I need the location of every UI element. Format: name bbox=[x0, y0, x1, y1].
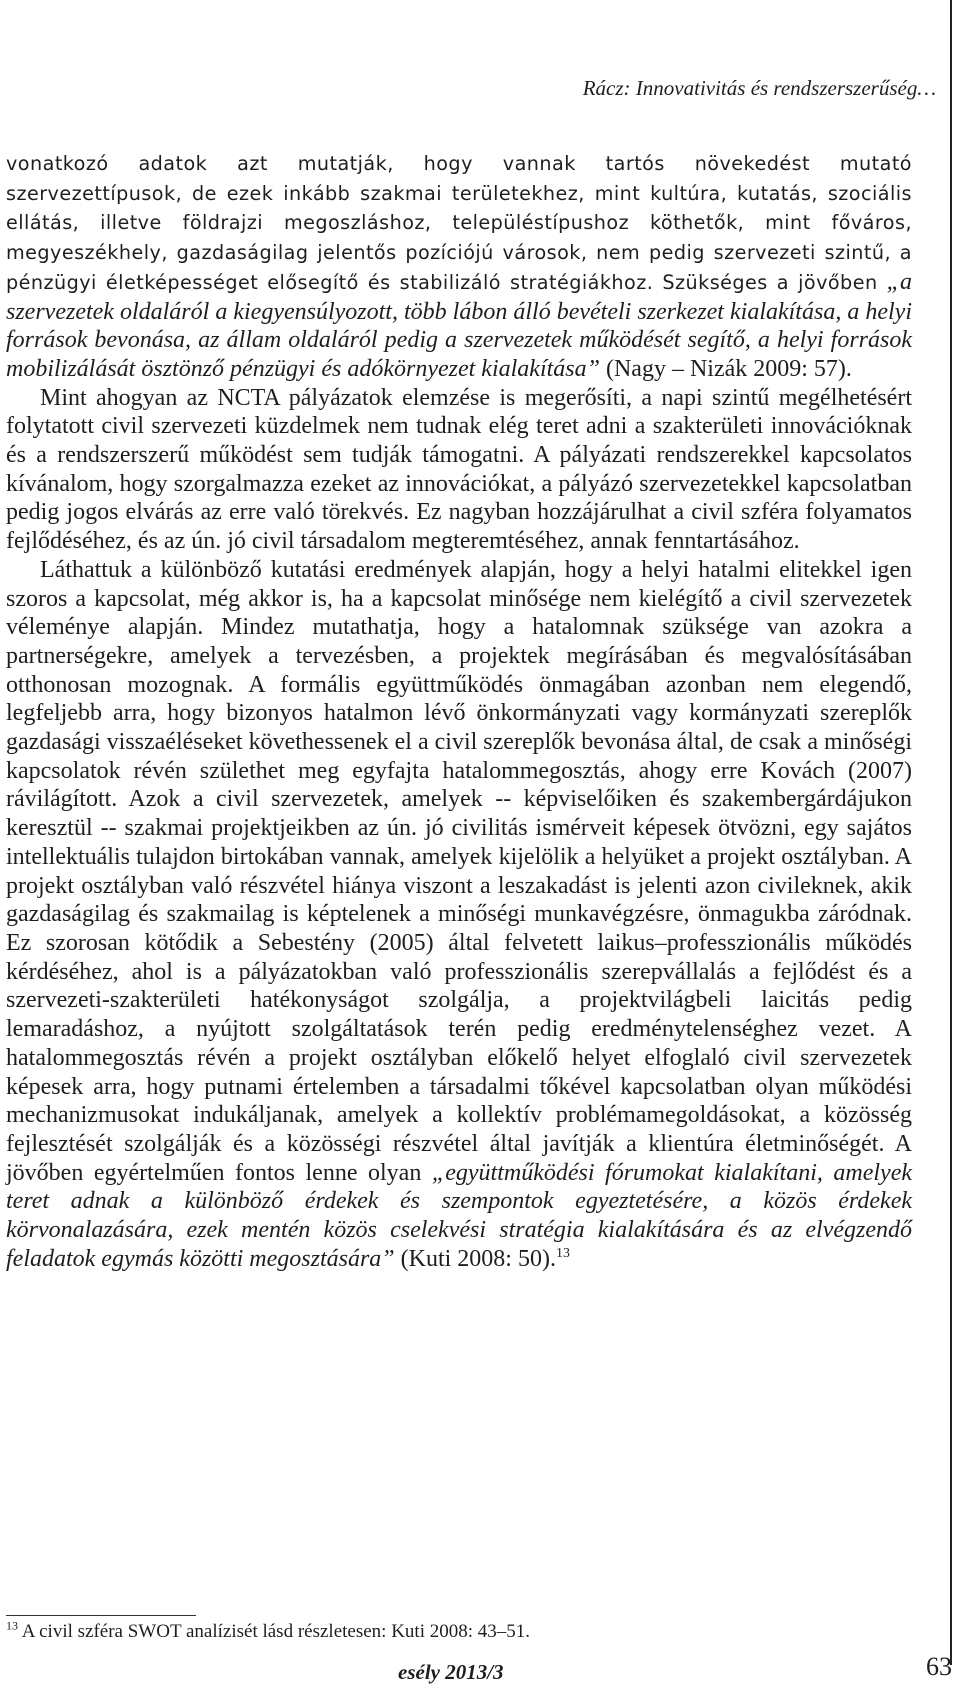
footnote-number: 13 bbox=[6, 1618, 18, 1633]
page-number: 63 bbox=[926, 1652, 952, 1681]
paragraph-3-text: Láthattuk a különböző kutatási eredmények alapján, hogy a helyi hatalmi elitekkel igen szoros a kapcsolat, még akkor is, ha a kapcsolat minősége nem kielégítő a civil szervezetek véleménye alapján. Mindez mutathatja, hogy a hatalomnak szüksége van azokra a partnerségekre, amelyek a tervezésben, a projektek megírásában és megvalósításában otthonosan mozognak. A formális együttműködés önmagában azonban nem elegendő, legfeljebb arra, hogy bizonyos hatalmon lévő önkormányzati vagy kormányzati szereplők gazdasági visszaéléseket követhessenek el a civil szereplők bevonása által, de csak a minőségi kapcsolatok révén születhet meg egyfajta hatalommegosztás, ahogy erre Kovách (2007) rávilágított. Azok a civil szervezetek, amelyek -- képviselőiken és szakembergárdájukon keresztül -- szakmai projektjeikben az ún. jó civilitás ismérveit képesek ötvözni, egy sajátos intellektuális tulajdon birtokában vannak, amelyek kijelölik a helyüket a projekt osztályban. A projekt osztályban való részvétel hiánya viszont a leszakadást is jelenti azon civileknek, akik gazdaságilag és szakmailag is képtelenek a minőségi munkavégzésre, önmagukba záródnak. Ez szorosan kötődik a Sebestény (2005) által felvetett laikus–professzionális működés kérdéséhez, ahol is a pályázatokban való professzionális szerepvállalás a fejlődést és a szervezeti-szakterületi hatékonyságot szolgálja, a projektvilágbeli laicitás pedig lemaradáshoz, a nyújtott szolgáltatások terén pedig eredménytelenséghez vezet. A hatalommegosztás révén a projekt osztályban előkelő helyet elfoglaló civil szervezetek képesek arra, hogy putnami értelemben a társadalmi tőkével kapcsolatban olyan működési mechanizmusokat indukáljanak, amelyek a kollektív problémamegoldásokat, a közösség fejlesztését szolgálják és a közösségi részvétel által javítják a klientúra életminőségét. A jövőben egyértelműen fontos lenne olyan bbox=[6, 556, 912, 1186]
paragraph-1-sans-text: vonatkozó adatok azt mutatják, hogy vannak tartós növekedést mutató szervezettípusok, de ezek inkább szakmai területekhez, mint kultúra, kutatás, szociális ellátás, illetve földrajzi megoszláshoz, településtípushoz köthetők, mint főváros, megyeszékhely, gazdaságilag jelentős pozíciójú városok, nem pedig szervezeti szintű, a pénzügyi életképességet elősegítő és stabilizáló stratégiákhoz. Szükséges a jövőben bbox=[6, 152, 912, 294]
paragraph-1 bbox=[6, 149, 912, 384]
footnote bbox=[6, 1618, 530, 1643]
body-text bbox=[6, 149, 912, 1273]
footnote-text: A civil szféra SWOT analízisét lásd részletesen: Kuti 2008: 43–51. bbox=[18, 1621, 530, 1642]
paragraph-2: Mint ahogyan az NCTA pályázatok elemzése is megerősíti, a napi szintű megélhetésért folytatott civil szervezeti küzdelmek nem tudnak elég teret adni a szakterületi innovációknak és a rendszerszerű működést sem tudják támogatni. A pályázati rendszerekkel kapcsolatos kívánalom, hogy szorgalmazza ezeket az innovációkat, a pályázó szervezetekkel kapcsolatban pedig jogos elvárás az erre való törekvés. Ez nagyban hozzájárulhat a civil szféra folyamatos fejlődéséhez, és az ún. jó civil társadalom megteremtéséhez, annak fenntartásához. bbox=[6, 384, 912, 555]
footnote-reference[interactable]: 13 bbox=[555, 1245, 570, 1261]
citation-kuti: (Kuti 2008: 50). bbox=[394, 1245, 556, 1272]
margin-rule bbox=[950, 0, 952, 1665]
quote-kuti: „együttműködési fórumokat kialakítani, amelyek teret adnak a különböző érdekek és szempontok egyeztetésére, a közös érdekek körvonalazására, ezek mentén közös cselekvési stratégia kialakítására és az elvégzendő feladatok egymás közötti megosztására” bbox=[6, 1159, 913, 1272]
quote-nagy-nizak: „a szervezetek oldaláról a kiegyensúlyozott, több lábon álló bevételi szerkezet kialakítása, a helyi források bevonása, az állam oldaláról pedig a szervezetek működését segítő, a helyi források mobilizálását ösztönző pénzügyi és adókörnyezet kialakítása” bbox=[6, 268, 912, 382]
paragraph-3 bbox=[6, 556, 912, 1274]
footnote-divider bbox=[6, 1615, 196, 1616]
journal-issue: esély 2013/3 bbox=[398, 1660, 504, 1684]
citation-nagy-nizak: (Nagy – Nizák 2009: 57). bbox=[599, 355, 852, 382]
running-header: Rácz: Innovativitás és rendszerszerűség… bbox=[582, 76, 936, 100]
